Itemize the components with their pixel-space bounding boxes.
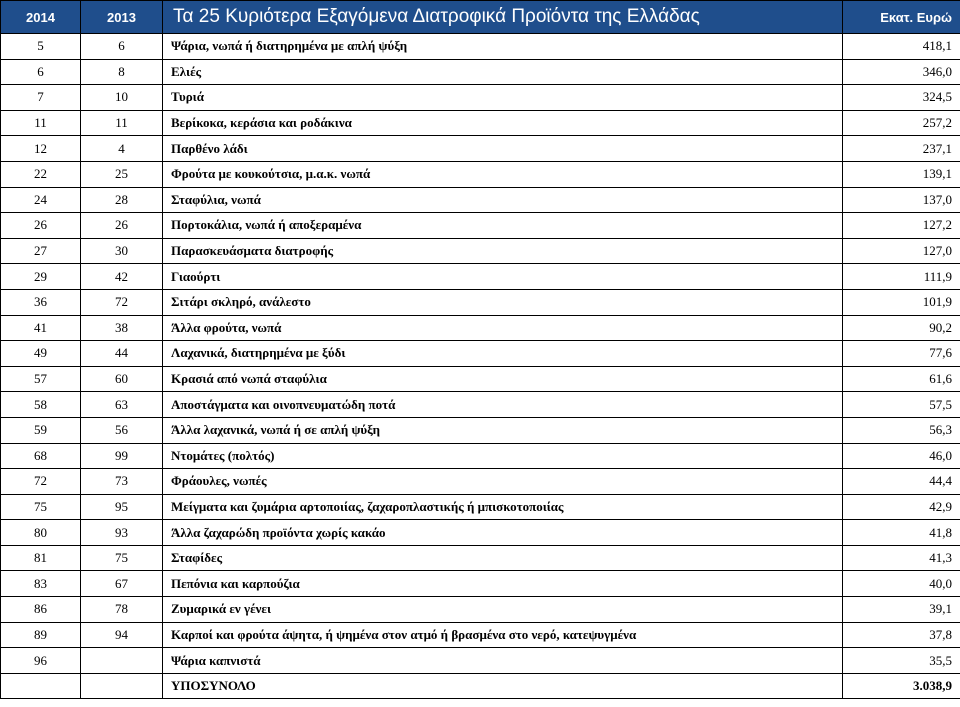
export-value: 127,0 bbox=[843, 238, 960, 264]
table-row bbox=[1, 289, 960, 315]
export-value: 41,8 bbox=[843, 520, 960, 546]
rank-2014: 96 bbox=[1, 648, 81, 674]
table-row bbox=[1, 443, 960, 469]
product-name: Πορτοκάλια, νωπά ή αποξεραμένα bbox=[163, 213, 843, 239]
export-value: 37,8 bbox=[843, 622, 960, 648]
rank-2013: 67 bbox=[81, 571, 163, 597]
rank-2014: 72 bbox=[1, 469, 81, 495]
rank-2014: 86 bbox=[1, 597, 81, 623]
export-value: 139,1 bbox=[843, 161, 960, 187]
rank-2013: 38 bbox=[81, 315, 163, 341]
rank-2013: 28 bbox=[81, 187, 163, 213]
export-value: 346,0 bbox=[843, 59, 960, 85]
export-value: 57,5 bbox=[843, 392, 960, 418]
rank-2014: 5 bbox=[1, 34, 81, 60]
rank-2013: 4 bbox=[81, 136, 163, 162]
rank-2014: 22 bbox=[1, 161, 81, 187]
rank-2014: 81 bbox=[1, 545, 81, 571]
rank-2014: 83 bbox=[1, 571, 81, 597]
rank-2013: 94 bbox=[81, 622, 163, 648]
rank-2013: 10 bbox=[81, 85, 163, 111]
product-name: Σταφύλια, νωπά bbox=[163, 187, 843, 213]
table-row bbox=[1, 161, 960, 187]
rank-2013: 8 bbox=[81, 59, 163, 85]
product-name: Ψάρια, νωπά ή διατηρημένα με απλή ψύξη bbox=[163, 34, 843, 60]
export-value: 127,2 bbox=[843, 213, 960, 239]
rank-2013: 72 bbox=[81, 289, 163, 315]
rank-2014: 89 bbox=[1, 622, 81, 648]
rank-2014: 36 bbox=[1, 289, 81, 315]
product-name: Ντομάτες (πολτός) bbox=[163, 443, 843, 469]
product-name: Άλλα φρούτα, νωπά bbox=[163, 315, 843, 341]
table-row bbox=[1, 417, 960, 443]
product-name: Σταφίδες bbox=[163, 545, 843, 571]
rank-2013 bbox=[81, 648, 163, 674]
product-name: Ζυμαρικά εν γένει bbox=[163, 597, 843, 623]
rank-2014: 75 bbox=[1, 494, 81, 520]
table-row bbox=[1, 238, 960, 264]
product-name: Ελιές bbox=[163, 59, 843, 85]
total-blank-1 bbox=[1, 673, 81, 699]
rank-2014: 80 bbox=[1, 520, 81, 546]
product-name: Βερίκοκα, κεράσια και ροδάκινα bbox=[163, 110, 843, 136]
table-row bbox=[1, 213, 960, 239]
rank-2013: 73 bbox=[81, 469, 163, 495]
rank-2014: 27 bbox=[1, 238, 81, 264]
table-row bbox=[1, 571, 960, 597]
product-name: Φράουλες, νωπές bbox=[163, 469, 843, 495]
table-row bbox=[1, 315, 960, 341]
table-row bbox=[1, 264, 960, 290]
rank-2014: 26 bbox=[1, 213, 81, 239]
rank-2014: 11 bbox=[1, 110, 81, 136]
table-row bbox=[1, 136, 960, 162]
rank-2014: 49 bbox=[1, 341, 81, 367]
rank-2013: 60 bbox=[81, 366, 163, 392]
export-value: 42,9 bbox=[843, 494, 960, 520]
table-row bbox=[1, 520, 960, 546]
export-value: 39,1 bbox=[843, 597, 960, 623]
rank-2014: 6 bbox=[1, 59, 81, 85]
export-value: 77,6 bbox=[843, 341, 960, 367]
export-value: 257,2 bbox=[843, 110, 960, 136]
table-row bbox=[1, 648, 960, 674]
rank-2013: 44 bbox=[81, 341, 163, 367]
table-row bbox=[1, 469, 960, 495]
total-value: 3.038,9 bbox=[843, 673, 960, 699]
rank-2013: 25 bbox=[81, 161, 163, 187]
export-value: 324,5 bbox=[843, 85, 960, 111]
table-row bbox=[1, 392, 960, 418]
rank-2014: 58 bbox=[1, 392, 81, 418]
table-row bbox=[1, 34, 960, 60]
table-row bbox=[1, 110, 960, 136]
product-name: Αποστάγματα και οινοπνευματώδη ποτά bbox=[163, 392, 843, 418]
export-value: 56,3 bbox=[843, 417, 960, 443]
rank-2013: 95 bbox=[81, 494, 163, 520]
table-row bbox=[1, 622, 960, 648]
rank-2014: 7 bbox=[1, 85, 81, 111]
product-name: Σιτάρι σκληρό, ανάλεστο bbox=[163, 289, 843, 315]
product-name: Κρασιά από νωπά σταφύλια bbox=[163, 366, 843, 392]
table-row bbox=[1, 597, 960, 623]
product-name: Παρασκευάσματα διατροφής bbox=[163, 238, 843, 264]
table-row bbox=[1, 59, 960, 85]
total-row bbox=[1, 673, 960, 699]
export-value: 44,4 bbox=[843, 469, 960, 495]
export-value: 111,9 bbox=[843, 264, 960, 290]
rank-2014: 59 bbox=[1, 417, 81, 443]
table-row bbox=[1, 366, 960, 392]
product-name: Πεπόνια και καρπούζια bbox=[163, 571, 843, 597]
rank-2013: 93 bbox=[81, 520, 163, 546]
product-name: Λαχανικά, διατηρημένα με ξύδι bbox=[163, 341, 843, 367]
rank-2013: 63 bbox=[81, 392, 163, 418]
rank-2014: 12 bbox=[1, 136, 81, 162]
export-value: 40,0 bbox=[843, 571, 960, 597]
product-name: Άλλα ζαχαρώδη προϊόντα χωρίς κακάο bbox=[163, 520, 843, 546]
table-title: Τα 25 Κυριότερα Εξαγόμενα Διατροφικά Προϊόντα της Ελλάδας bbox=[163, 1, 843, 34]
product-name: Ψάρια καπνιστά bbox=[163, 648, 843, 674]
table-row bbox=[1, 187, 960, 213]
export-value: 90,2 bbox=[843, 315, 960, 341]
product-name: Φρούτα με κουκούτσια, μ.α.κ. νωπά bbox=[163, 161, 843, 187]
table-row bbox=[1, 341, 960, 367]
rank-2013: 78 bbox=[81, 597, 163, 623]
rank-2014: 68 bbox=[1, 443, 81, 469]
table-row bbox=[1, 545, 960, 571]
total-blank-2 bbox=[81, 673, 163, 699]
product-name: Τυριά bbox=[163, 85, 843, 111]
rank-2013: 56 bbox=[81, 417, 163, 443]
product-name: Καρποί και φρούτα άψητα, ή ψημένα στον ατμό ή βρασμένα στο νερό, κατεψυγμένα bbox=[163, 622, 843, 648]
export-value: 41,3 bbox=[843, 545, 960, 571]
rank-2014: 24 bbox=[1, 187, 81, 213]
rank-2014: 41 bbox=[1, 315, 81, 341]
rank-2013: 75 bbox=[81, 545, 163, 571]
table-body bbox=[1, 1, 960, 699]
table-row bbox=[1, 85, 960, 111]
export-value: 101,9 bbox=[843, 289, 960, 315]
product-name: Μείγματα και ζυμάρια αρτοποιίας, ζαχαροπλαστικής ή μπισκοτοποιίας bbox=[163, 494, 843, 520]
export-value: 61,6 bbox=[843, 366, 960, 392]
rank-2013: 42 bbox=[81, 264, 163, 290]
rank-2013: 30 bbox=[81, 238, 163, 264]
product-name: Άλλα λαχανικά, νωπά ή σε απλή ψύξη bbox=[163, 417, 843, 443]
export-value: 418,1 bbox=[843, 34, 960, 60]
header-year-2013: 2013 bbox=[81, 1, 163, 34]
rank-2013: 11 bbox=[81, 110, 163, 136]
rank-2013: 99 bbox=[81, 443, 163, 469]
rank-2013: 6 bbox=[81, 34, 163, 60]
rank-2013: 26 bbox=[81, 213, 163, 239]
product-name: Γιαούρτι bbox=[163, 264, 843, 290]
export-value: 137,0 bbox=[843, 187, 960, 213]
product-name: Παρθένο λάδι bbox=[163, 136, 843, 162]
export-value: 35,5 bbox=[843, 648, 960, 674]
header-year-2014: 2014 bbox=[1, 1, 81, 34]
export-value: 46,0 bbox=[843, 443, 960, 469]
rank-2014: 57 bbox=[1, 366, 81, 392]
export-value: 237,1 bbox=[843, 136, 960, 162]
rank-2014: 29 bbox=[1, 264, 81, 290]
header-row bbox=[1, 1, 960, 34]
total-label: ΥΠΟΣΥΝΟΛΟ bbox=[163, 673, 843, 699]
header-unit: Εκατ. Ευρώ bbox=[843, 1, 960, 34]
table-row bbox=[1, 494, 960, 520]
